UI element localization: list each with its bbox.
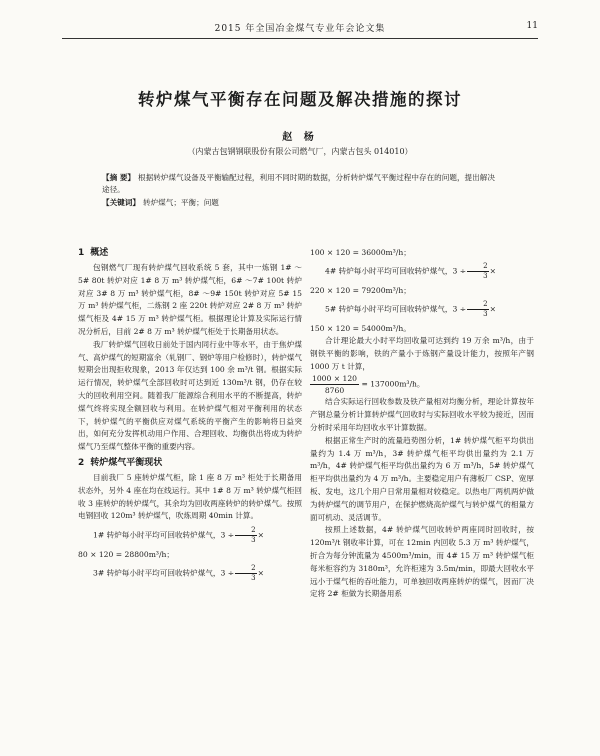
equation-4-result: 150 × 120 = 54000m³/h。 (310, 324, 411, 333)
abstract (102, 172, 502, 196)
author: 赵 杨 (282, 132, 318, 143)
annual-formula: $\frac{1000 \times 120}{8760}$ = 137000m³/h。 (312, 374, 425, 396)
equation-1-result: 80 × 120 = 28800m³/h； (78, 550, 174, 560)
fraction: $\frac{2}{3}$ (467, 300, 488, 319)
abstract-label: 【摘 要】 (102, 173, 136, 182)
abstract-text: 根据转炉煤气设备及平衡输配过程，利用不同时期的数据，分析转炉煤气平衡过程中存在的问题，提出解决途径。 (102, 173, 495, 194)
paragraph: 按照上述数据，4# 转炉煤气回收转炉两座同时回收时，按 120m³/t 钢收率计算，可在 12min 内回收 5.3 万 m³ 转炉煤气，折合为每分钟流量为 4500m³/min，而 4# 15 万 m³ 转炉煤气柜每米柜容约为 3180m³，允许柜速为 3.5m/min，即最大回收水平远小于煤气柜的吞吐能力，可单独回收两座转炉的煤气，因而厂决定将 2# 柜做为长期备用系 (310, 525, 534, 599)
fraction: $\frac{2}{3}$ (235, 526, 256, 545)
keywords (102, 197, 502, 209)
section-1-heading: 1 概述 (78, 248, 109, 258)
section-2-heading: 2 转炉煤气平衡现状 (78, 457, 163, 468)
left-column (78, 246, 302, 586)
right-column (310, 246, 534, 601)
paragraph: 根据正常生产时的流量趋势图分析，1# 转炉煤气柜平均供出量约为 1.4 万 m³/h，3# 转炉煤气柜平均供出量约为 2.1 万 m³/h，4# 转炉煤气柜平均供出量约为 6 万 m³/h，5# 转炉煤气柜平均供出量约为 4 万 m³/h。主要稳定用户有薄板厂 CSP、宽厚板、发电，这几个用户日常用量相对较稳定。以热电厂两机两炉做为转炉煤气的调节用户，在保护燃烧高炉煤气与转炉煤气的相量方面可机动、灵活调节。 (310, 435, 534, 522)
paragraph: 我厂转炉煤气回收日前处于国内同行业中等水平，由于焦炉煤气、高炉煤气的短期富余（轧钢厂、钢炉等用户检修时），转炉煤气短期会出现拒收现象，2013 年仅达到 100 余 m³/t 钢。根据实际运行情况，转炉煤气全部回收时可达到近 130m³/t 钢，仍存在较大的回收利用空间。随着我厂能源综合利用水平的不断提高，转炉煤气终将实现全额回收与利用。在转炉煤气相对平衡利用的状态下，转炉煤气的平衡供应对煤气系统的平衡产生的影响将日益突出，如何充分发挥机动用户作用、合理回收、均衡供出将成为转炉煤气乃至煤气整体平衡的重要内容。 (78, 339, 303, 452)
equation-1: 1# 转炉每小时平均可回收转炉煤气，3 ÷ $\frac{2}{3}$ × (93, 526, 264, 545)
fraction: $\frac{1000 \times 120}{8760}$ (312, 374, 358, 396)
paragraph: 合计理论最大小时平均回收量可达到约 19 万余 m³/h，由于钢铁平衡的影响，铁的产量小于炼钢产量设计能力，按照年产钢 1000 万 t 计算， (310, 336, 534, 371)
affiliation: （内蒙古包钢钢联股份有限公司燃气厂，内蒙古包头 014010） (187, 147, 413, 156)
conference-name: 2015 年全国冶金煤气专业年会论文集 (214, 24, 386, 34)
equation-3: 4# 转炉每小时平均可回收转炉煤气，3 ÷ $\frac{2}{3}$ × (325, 262, 496, 280)
fraction: $\frac{2}{3}$ (467, 262, 488, 281)
paper-title: 转炉煤气平衡存在问题及解决措施的探讨 (138, 90, 462, 109)
keywords-label: 【关键词】 (102, 198, 140, 207)
equation-3-result: 220 × 120 = 79200m³/h； (310, 286, 411, 295)
equation-4: 5# 转炉每小时平均可回收转炉煤气，3 ÷ $\frac{2}{3}$ × (325, 300, 496, 318)
keywords-text: 转炉煤气；平衡；问题 (142, 198, 219, 207)
running-header (62, 18, 538, 39)
equation-2: 3# 转炉每小时平均可回收转炉煤气，3 ÷ $\frac{2}{3}$ × (93, 564, 264, 583)
paragraph: 目前我厂 5 座转炉煤气柜，除 1 座 8 万 m³ 柜处于长期备用状态外，另外 4 座在均在线运行。其中 1# 8 万 m³ 转炉煤气柜回收 3 座转炉的转炉煤气，其余均为回收两座转炉的转炉煤气。按照电钢回收 120m³ 转炉煤气，吹炼周期 40min 计算。 (78, 472, 302, 521)
equation-2-result: 100 × 120 = 36000m³/h； (310, 248, 411, 257)
paragraph: 包钢燃气厂现有转炉煤气回收系统 5 套，其中一炼钢 1# ～5# 80t 转炉对应 1# 8 万 m³ 转炉煤气柜，6# ～7# 100t 转炉对应 3# 8 万 m³ 转炉煤气柜，8# ～9# 150t 转炉对应 5# 15 万 m³ 转炉煤气柜，二炼钢 2 座 220t 转炉对应 2# 8 万 m³ 转炉煤气柜及 4# 15 万 m³ 转炉煤气柜。根据理论计算及实际运行情况分析后，目前 2# 8 万 m³ 转炉煤气柜处于长期备用状态。 (78, 263, 302, 336)
fraction: $\frac{2}{3}$ (235, 564, 256, 583)
paragraph: 结合实际运行回收参数及铁产量相对均衡分析，理论计算按年产钢总量分析计算转炉煤气回收时与实际回收水平较为接近，因而分析时采用年均回收水平计算数据。 (310, 397, 534, 432)
abstract-block (102, 172, 502, 209)
page-number: 11 (526, 21, 538, 31)
